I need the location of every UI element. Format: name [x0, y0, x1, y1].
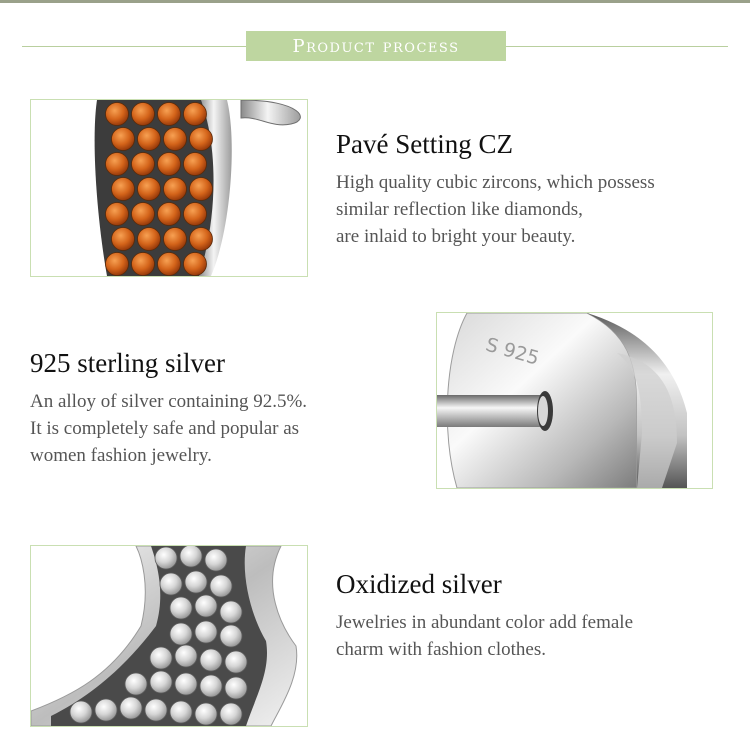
orange-stone — [112, 228, 135, 251]
orange-stone — [112, 178, 135, 201]
clear-stone — [145, 699, 167, 721]
clear-stone — [155, 547, 177, 569]
orange-stone — [106, 153, 129, 176]
silver-stamp: S 925 — [483, 333, 542, 370]
clear-stone — [150, 647, 172, 669]
clear-stone — [160, 573, 182, 595]
orange-stone — [132, 253, 155, 276]
feature-title-oxidized: Oxidized silver — [336, 569, 502, 599]
orange-stone — [158, 203, 181, 226]
orange-stone — [190, 228, 213, 251]
clear-stone — [120, 697, 142, 719]
oxidized-silver-image — [30, 545, 308, 727]
clear-stone — [170, 597, 192, 619]
orange-stone — [138, 128, 161, 151]
desc-line: women fashion jewelry. — [30, 445, 212, 466]
clear-stone — [195, 703, 217, 725]
clear-stone — [185, 571, 207, 593]
clear-stone — [225, 677, 247, 699]
sterling-silver-image — [436, 312, 713, 489]
clear-stone — [170, 623, 192, 645]
orange-stone — [164, 128, 187, 151]
orange-stone — [184, 203, 207, 226]
desc-line: An alloy of silver containing 92.5%. — [30, 391, 308, 412]
earring-back-illustration — [437, 313, 712, 488]
orange-stone — [164, 178, 187, 201]
clear-stone — [220, 601, 242, 623]
clear-stone — [195, 595, 217, 617]
orange-stone — [132, 103, 155, 126]
orange-stone — [158, 153, 181, 176]
clear-stone — [205, 549, 227, 571]
clear-stone — [180, 546, 202, 567]
clear-stones-illustration — [31, 546, 307, 726]
clear-stone — [200, 649, 222, 671]
orange-stone — [106, 253, 129, 276]
desc-line: It is completely safe and popular as — [30, 418, 300, 439]
orange-stone — [112, 128, 135, 151]
desc-line: charm with fashion clothes. — [336, 639, 547, 660]
orange-stone — [184, 103, 207, 126]
clear-stone — [220, 703, 242, 725]
feature-desc-oxidized — [336, 609, 633, 663]
pave-stones-illustration — [31, 100, 307, 276]
desc-line: Jewelries in abundant color add female — [336, 612, 634, 633]
clear-stone — [175, 645, 197, 667]
desc-line: High quality cubic zircons, which possess — [336, 172, 655, 193]
pave-setting-image — [30, 99, 308, 277]
clear-stone — [70, 701, 92, 723]
feature-title-silver: 925 sterling silver — [30, 348, 225, 378]
clear-stone — [125, 673, 147, 695]
header-rule-left — [22, 46, 248, 47]
orange-stone — [106, 103, 129, 126]
top-border — [0, 0, 750, 3]
orange-stone — [164, 228, 187, 251]
orange-stone — [190, 128, 213, 151]
orange-stone — [158, 103, 181, 126]
section-banner: Product process — [246, 31, 506, 61]
feature-desc-silver — [30, 388, 307, 469]
clear-stone — [150, 671, 172, 693]
orange-stone — [132, 203, 155, 226]
orange-stone — [132, 153, 155, 176]
clear-stone — [200, 675, 222, 697]
clear-stone — [225, 651, 247, 673]
clear-stone — [95, 699, 117, 721]
feature-desc-pave — [336, 169, 655, 250]
orange-stone — [184, 153, 207, 176]
feature-title-pave: Pavé Setting CZ — [336, 129, 513, 159]
clear-stone — [195, 621, 217, 643]
desc-line: similar reflection like diamonds, — [336, 199, 583, 220]
clear-stone — [175, 673, 197, 695]
clear-stone — [220, 625, 242, 647]
orange-stone — [190, 178, 213, 201]
orange-stone — [138, 178, 161, 201]
orange-stone — [138, 228, 161, 251]
header-rule-right — [506, 46, 728, 47]
clear-stone — [210, 575, 232, 597]
desc-line: are inlaid to bright your beauty. — [336, 226, 576, 247]
orange-stone — [106, 203, 129, 226]
clear-stone — [170, 701, 192, 723]
orange-stone — [158, 253, 181, 276]
orange-stone — [184, 253, 207, 276]
